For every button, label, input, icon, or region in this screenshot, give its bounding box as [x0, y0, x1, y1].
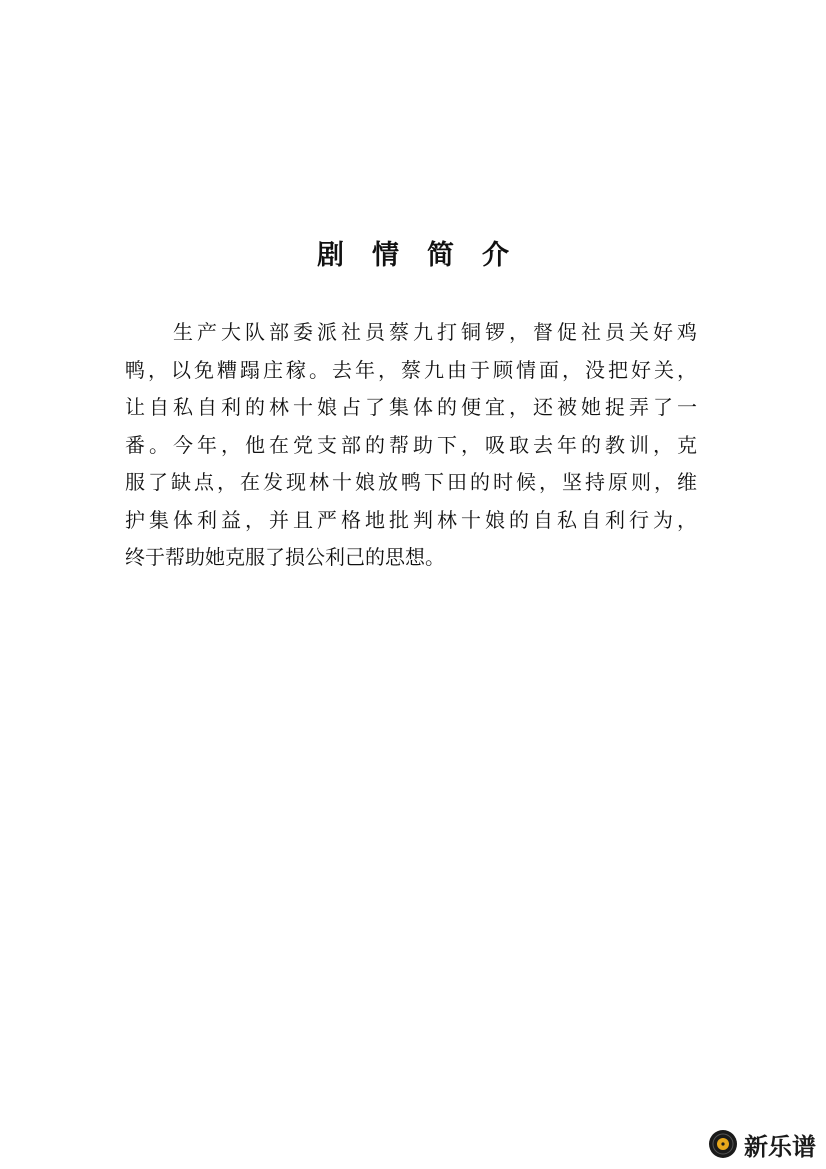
synopsis-line: 番。今年，他在党支部的帮助下，吸取去年的教训，克 — [125, 432, 697, 457]
synopsis-line: 鸭，以免糟蹋庄稼。去年，蔡九由于顾情面，没把好关， — [125, 357, 697, 382]
watermark-logo — [708, 1127, 816, 1161]
synopsis-line: 护集体利益，并且严格地批判林十娘的自私自利行为， — [125, 507, 697, 532]
page-title: 剧情简介 — [317, 240, 537, 271]
synopsis-line: 服了缺点，在发现林十娘放鸭下田的时候，坚持原则，维 — [125, 470, 697, 494]
vinyl-record-icon — [708, 1129, 738, 1159]
synopsis-line: 生产大队部委派社员蔡九打铜锣，督促社员关好鸡 — [125, 320, 697, 344]
watermark-text: 新乐谱 — [744, 1132, 816, 1161]
synopsis-paragraph — [125, 314, 697, 577]
synopsis-line: 终于帮助她克服了损公利己的思想。 — [125, 545, 445, 569]
synopsis-line: 让自私自利的林十娘占了集体的便宜，还被她捉弄了一 — [125, 395, 697, 419]
